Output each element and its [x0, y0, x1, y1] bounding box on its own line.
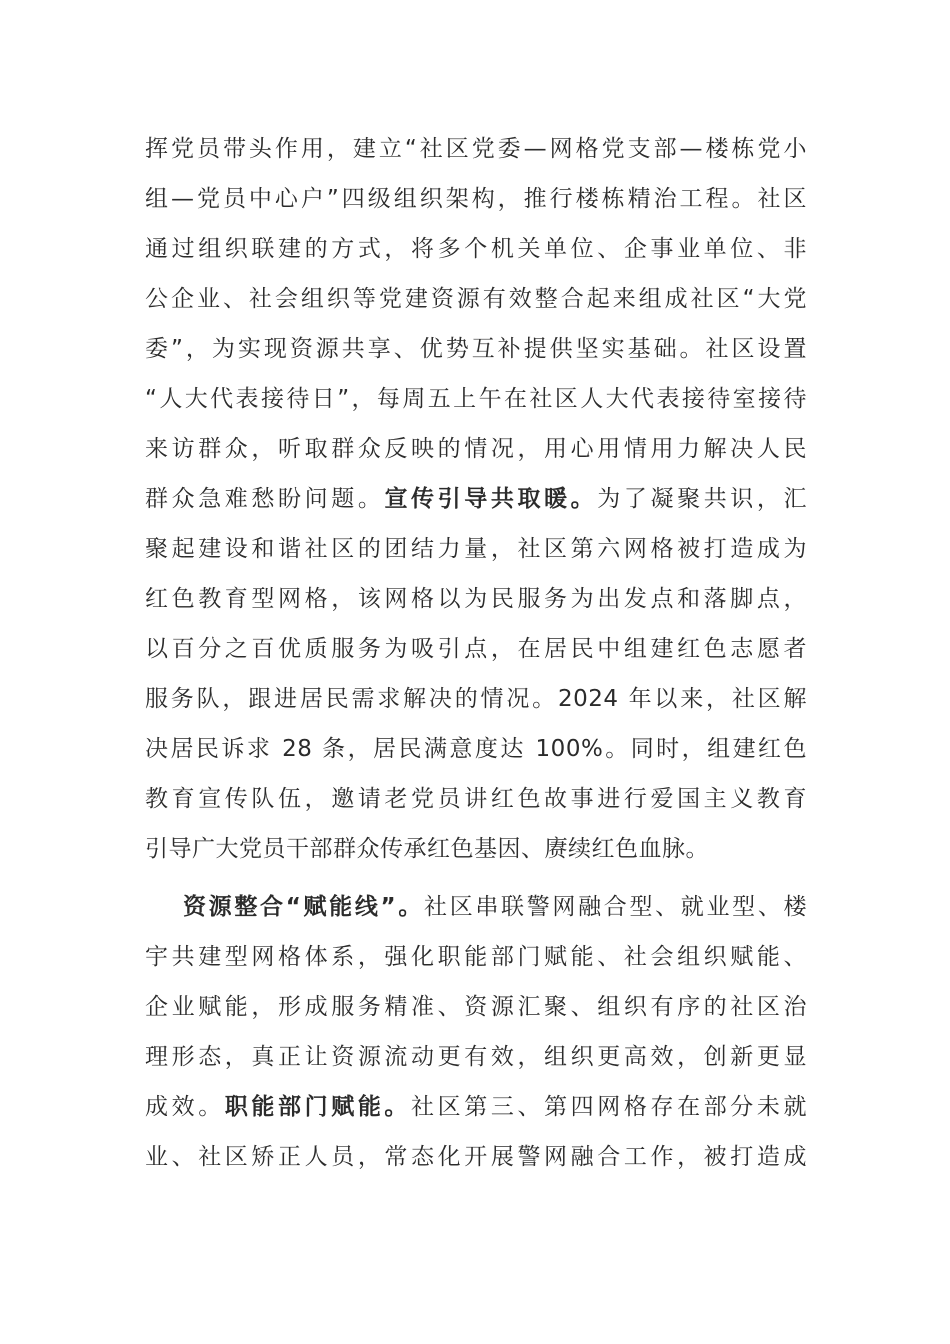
section-heading: 资源整合“赋能线”。 [183, 894, 425, 920]
text-line: 服务队，跟进居民需求解决的情况。2024 年以来，社区解 [145, 686, 807, 712]
text-line: 教育宣传队伍，邀请老党员讲红色故事进行爱国主义教育 [145, 786, 807, 812]
text-line: 资源整合“赋能线”。社区串联警网融合型、就业型、楼 [183, 894, 808, 920]
paragraph-1 [145, 124, 807, 874]
text-line: 通过组织联建的方式，将多个机关单位、企事业单位、非 [145, 236, 807, 262]
text-line: 成效。职能部门赋能。社区第三、第四网格存在部分未就 [145, 1094, 808, 1120]
text-line: 业、社区矫正人员，常态化开展警网融合工作，被打造成 [145, 1144, 807, 1170]
text-line: 聚起建设和谐社区的团结力量，社区第六网格被打造成为 [145, 536, 807, 562]
text-line: 挥党员带头作用，建立“社区党委—网格党支部—楼栋党小 [145, 136, 807, 162]
text-line: 来访群众，听取群众反映的情况，用心用情用力解决人民 [145, 436, 807, 462]
inline-heading: 职能部门赋能。 [224, 1094, 412, 1120]
text-line: 引导广大党员干部群众传承红色基因、赓续红色血脉。 [145, 836, 709, 862]
text-line: 红色教育型网格，该网格以为民服务为出发点和落脚点， [145, 586, 807, 612]
text-line: 以百分之百优质服务为吸引点，在居民中组建红色志愿者 [145, 636, 807, 662]
paragraph-2 [145, 882, 807, 1182]
text-line: 公企业、社会组织等党建资源有效整合起来组成社区“大党 [145, 286, 807, 312]
document-page [145, 124, 807, 1182]
text-line: 委”，为实现资源共享、优势互补提供坚实基础。社区设置 [145, 336, 807, 362]
text-line: 决居民诉求 28 条，居民满意度达 100%。同时，组建红色 [145, 736, 807, 762]
text-line: 理形态，真正让资源流动更有效，组织更高效，创新更显 [145, 1044, 807, 1070]
text-line: 组—党员中心户”四级组织架构，推行楼栋精治工程。社区 [145, 186, 807, 212]
text-line: “人大代表接待日”，每周五上午在社区人大代表接待室接待 [145, 386, 807, 412]
text-line: 群众急难愁盼问题。宣传引导共取暖。为了凝聚共识，汇 [145, 486, 808, 512]
inline-heading: 宣传引导共取暖。 [384, 486, 598, 512]
text-line: 企业赋能，形成服务精准、资源汇聚、组织有序的社区治 [145, 994, 807, 1020]
text-line: 宇共建型网格体系，强化职能部门赋能、社会组织赋能、 [145, 944, 807, 970]
